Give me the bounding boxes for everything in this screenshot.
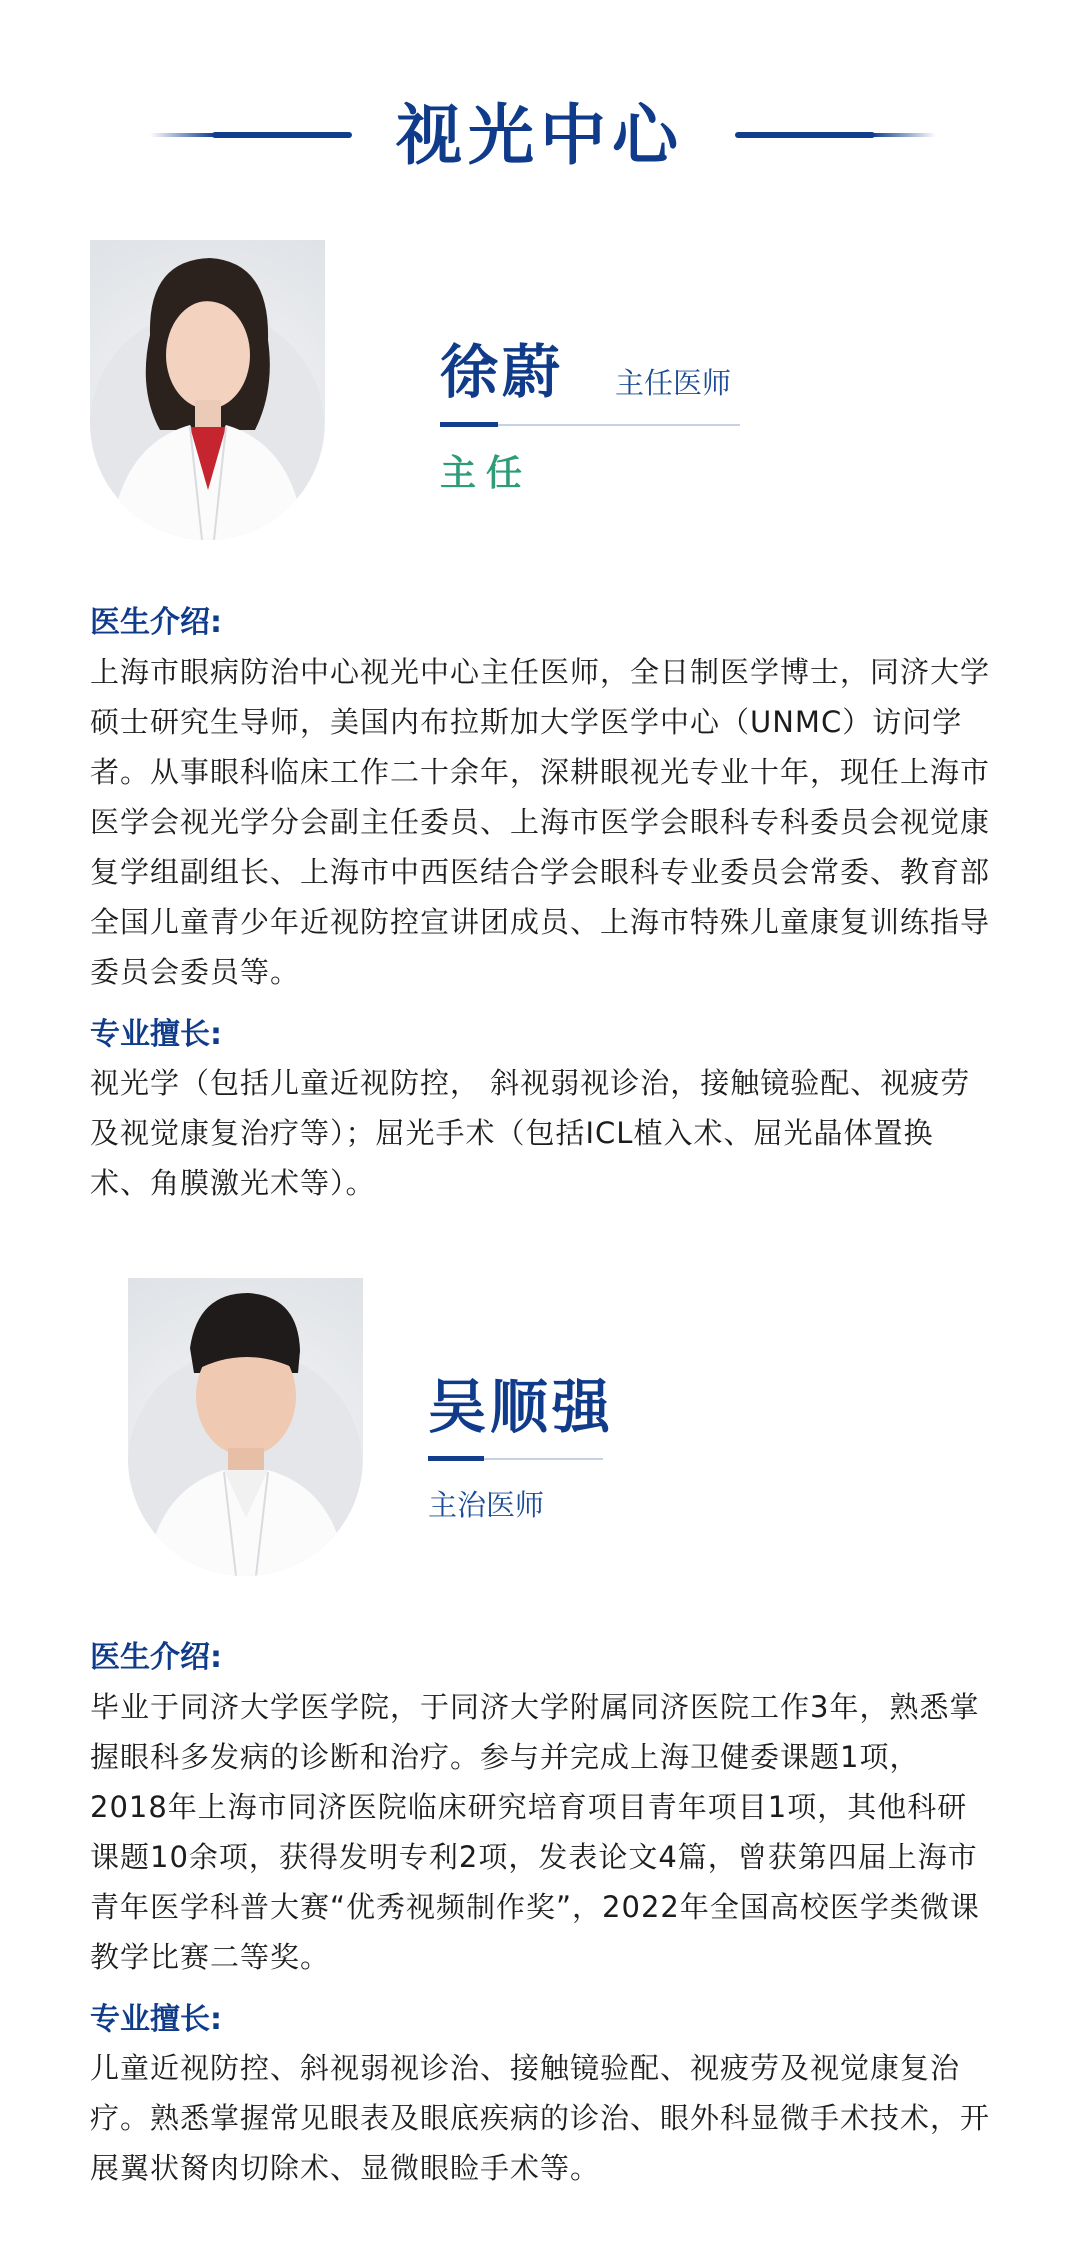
doctor-2-intro-text: 毕业于同济大学医学院，于同济大学附属同济医院工作3年，熟悉掌握眼科多发病的诊断和治疗。参与并完成上海卫健委课题1项，2018年上海市同济医院临床研究培育项目青年项目1项，其他科研课题10余项，获得发明专利2项，发表论文4篇，曾获第四届上海市青年医学科普大赛“优秀视频制作奖”，2022年全国高校医学类微课教学比赛二等奖。 [90,1690,980,1974]
doctor-2-title: 主治医师 [428,1488,545,1522]
doctor-1-position: 主任 [440,453,533,494]
doctor-1-specialty-text: 视光学（包括儿童近视防控， 斜视弱视诊治，接触镜验配、视疲劳及视觉康复治疗等）；屈光手术（包括ICL植入术、屈光晶体置换术、角膜激光术等）。 [90,1066,971,1200]
doctor-2-portrait [128,1278,363,1576]
doctor-2-photo [128,1278,363,1576]
doctor-1-specialty-label: 专业擅长: [90,1017,222,1052]
doctor-1-intro-text: 上海市眼病防治中心视光中心主任医师，全日制医学博士，同济大学硕士研究生导师，美国内布拉斯加大学医学中心（UNMC）访问学者。从事眼科临床工作二十余年，深耕眼视光专业十年，现任上海市医学会视光学分会副主任委员、上海市医学会眼科专科委员会视觉康复学组副组长、上海市中西医结合学会眼科专业委员会常委、教育部全国儿童青少年近视防控宣讲团成员、上海市特殊儿童康复训练指导委员会委员等。 [90,655,991,989]
doctor-1-photo [90,240,325,540]
doctor-1-portrait [90,240,325,540]
doctor-1-name: 徐蔚 [440,338,565,406]
page-title: 视光中心 [396,97,684,174]
header-rule-right [735,132,875,138]
doctor-1-title: 主任医师 [615,366,732,400]
doctor-1-rule-accent [440,422,498,427]
doctor-2-specialty-text: 儿童近视防控、斜视弱视诊治、接触镜验配、视疲劳及视觉康复治疗。熟悉掌握常见眼表及眼底疾病的诊治、眼外科显微手术技术，开展翼状胬肉切除术、显微眼睑手术等。 [90,2051,991,2185]
doctor-2-rule-accent [428,1456,484,1461]
doctor-2-name: 吴顺强 [428,1373,615,1441]
header-rule-right-fade [872,133,936,137]
doctor-2-intro-label: 医生介绍: [90,1640,222,1675]
doctor-2-specialty-label: 专业擅长: [90,2002,222,2037]
doctor-1-intro-label: 医生介绍: [90,605,222,640]
section-header [0,88,1080,188]
